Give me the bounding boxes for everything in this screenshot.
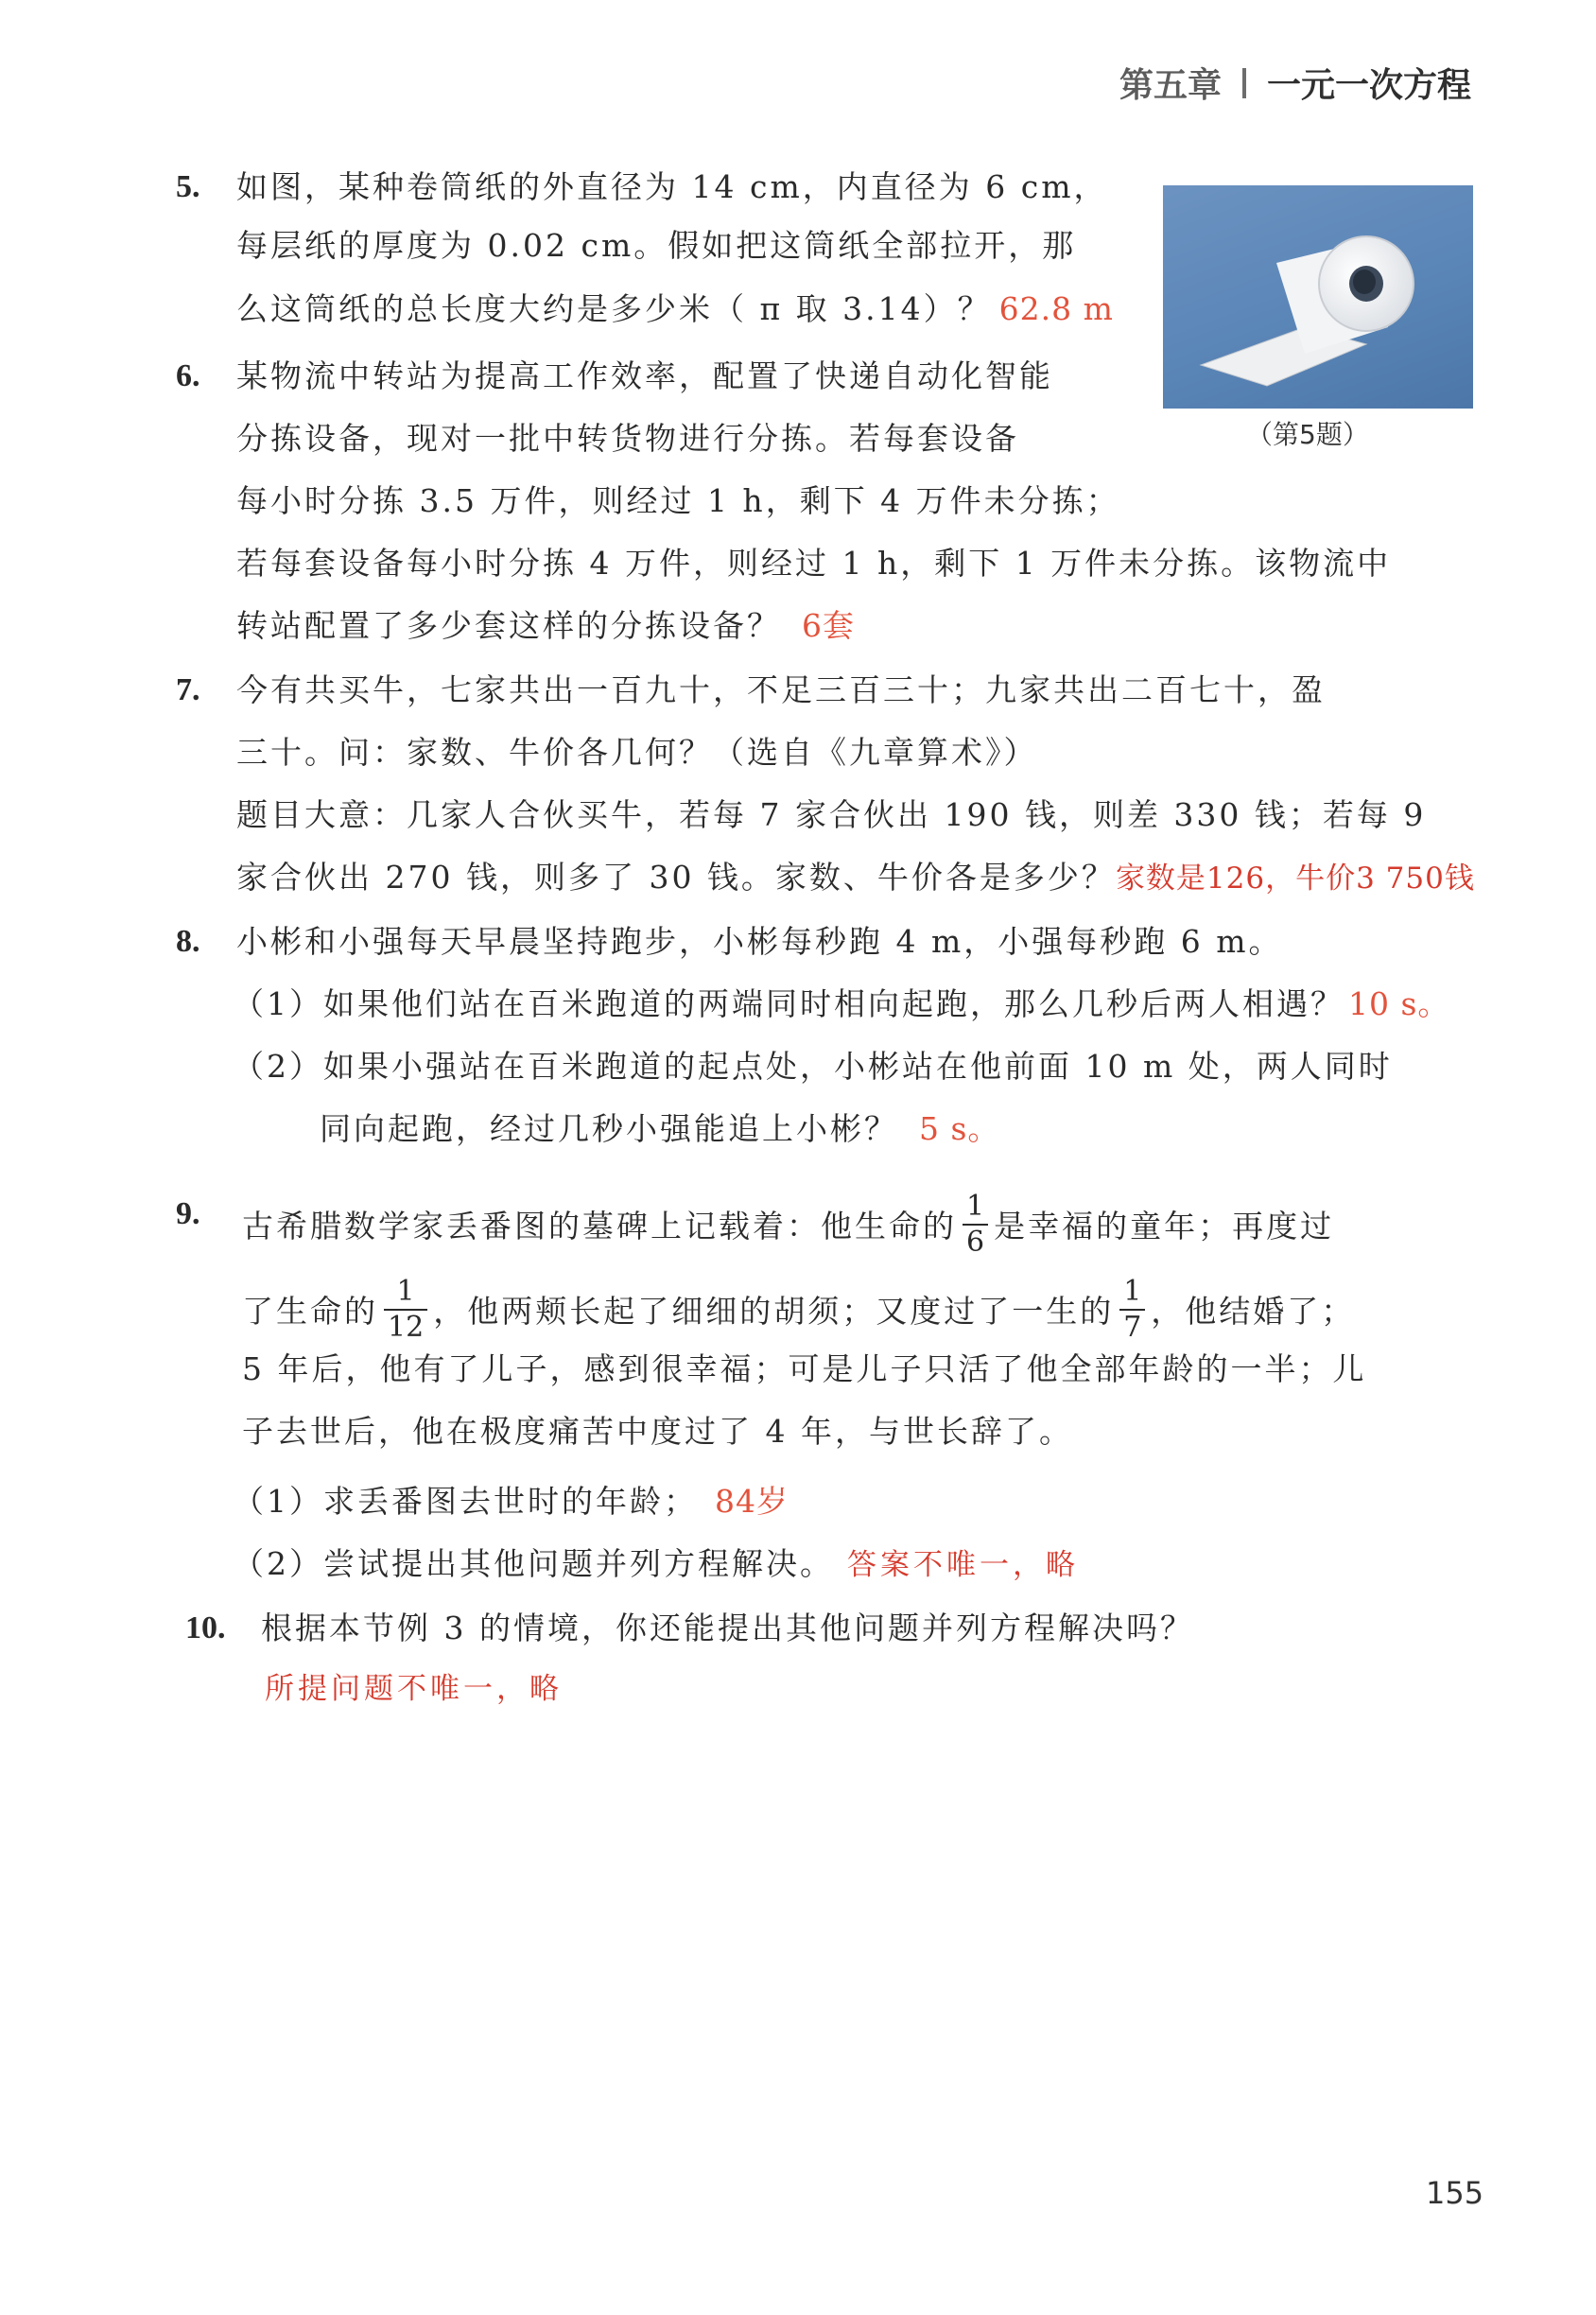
problem-9-sub-2-answer: 答案不唯一，略 xyxy=(847,1548,1079,1582)
fraction-3-numerator: 1 xyxy=(1123,1275,1142,1308)
problem-9-line-1-a: 古希腊数学家丢番图的墓碑上记载着：他生命的 xyxy=(242,1208,957,1245)
problem-9-line-4: 子去世后，他在极度痛苦中度过了 4 年，与世长辞了。 xyxy=(242,1413,1073,1450)
chapter-title: 一元一次方程 xyxy=(1266,66,1471,105)
header-divider xyxy=(1242,68,1246,98)
problem-9-line-2-b: ，他两颊长起了细细的胡须；又度过了一生的 xyxy=(433,1293,1115,1330)
problem-9-line-1 xyxy=(242,1190,1335,1263)
problem-7-number: 7. xyxy=(176,672,200,707)
problem-6-number: 6. xyxy=(176,358,200,393)
fraction-1-numerator: 1 xyxy=(966,1190,985,1223)
problem-9-sub-1 xyxy=(233,1481,789,1523)
page-number: 155 xyxy=(1426,2175,1484,2211)
figure-caption: （第5题） xyxy=(1246,419,1369,450)
problem-9-number: 9. xyxy=(176,1196,200,1231)
problem-9-line-3: 5 年后，他有了儿子，感到很幸福；可是儿子只活了他全部年龄的一半；儿 xyxy=(242,1350,1367,1387)
problem-9-sub-1-text: （1）求丢番图去世时的年龄； xyxy=(233,1483,698,1520)
problem-8-intro: 小彬和小强每天早晨坚持跑步，小彬每秒跑 4 m，小强每秒跑 6 m。 xyxy=(236,923,1283,960)
paper-roll-illustration xyxy=(1163,185,1473,409)
problem-5-line-2: 每层纸的厚度为 0.02 cm。假如把这筒纸全部拉开，那 xyxy=(236,227,1077,264)
problem-5-line-1: 如图，某种卷筒纸的外直径为 14 cm，内直径为 6 cm， xyxy=(236,168,1108,205)
problem-8-sub-1-answer: 10 s。 xyxy=(1348,985,1450,1022)
chapter-header xyxy=(1119,59,1471,107)
problem-7-line-3: 题目大意：几家人合伙买牛，若每 7 家合伙出 190 钱，则差 330 钱；若每 9 xyxy=(236,796,1427,833)
problem-5-number: 5. xyxy=(176,169,200,204)
problem-9-line-1-b: 是幸福的童年；再度过 xyxy=(994,1208,1335,1245)
problem-6-line-5-text: 转站配置了多少套这样的分拣设备？ xyxy=(236,607,781,644)
problem-7-answer: 家数是126，牛价3 750钱 xyxy=(1115,862,1475,896)
problem-7-line-4 xyxy=(236,857,1475,899)
problem-10-number: 10. xyxy=(185,1610,226,1645)
problem-8-sub-2-line-2-text: 同向起跑，经过几秒小强能追上小彬？ xyxy=(320,1110,898,1147)
problem-10-line: 根据本节例 3 的情境，你还能提出其他问题并列方程解决吗？ xyxy=(261,1610,1194,1646)
problem-8-sub-2-line-1: （2）如果小强站在百米跑道的起点处，小彬站在他前面 10 m 处，两人同时 xyxy=(233,1048,1393,1085)
problem-7-line-4-text: 家合伙出 270 钱，则多了 30 钱。家数、牛价各是多少？ xyxy=(236,859,1116,896)
problem-9-sub-2-text: （2）尝试提出其他问题并列方程解决。 xyxy=(233,1545,834,1582)
chapter-label: 第五章 xyxy=(1119,66,1222,105)
problem-7-line-1: 今有共买牛，七家共出一百九十，不足三百三十；九家共出二百七十，盈 xyxy=(236,671,1326,708)
problem-6-line-2: 分拣设备，现对一批中转货物进行分拣。若每套设备 xyxy=(236,420,1019,457)
problem-8-sub-2-line-2 xyxy=(320,1108,999,1150)
problem-10-answer: 所提问题不唯一，略 xyxy=(265,1672,563,1706)
problem-9-line-2 xyxy=(242,1275,1356,1349)
problem-9-sub-1-answer: 84岁 xyxy=(715,1483,789,1520)
problem-9-line-2-c: ，他结婚了； xyxy=(1151,1293,1356,1330)
fraction-1-denominator: 6 xyxy=(963,1224,988,1260)
problem-5-line-3 xyxy=(236,288,1114,330)
fraction-one-twelfth xyxy=(384,1275,427,1345)
problem-9-line-2-a: 了生命的 xyxy=(242,1293,378,1330)
problem-7-line-2: 三十。问：家数、牛价各几何？（选自《九章算术》） xyxy=(236,734,1038,771)
fraction-3-denominator: 7 xyxy=(1119,1309,1145,1345)
problem-6-line-5 xyxy=(236,605,855,647)
fraction-2-denominator: 12 xyxy=(384,1309,427,1345)
problem-6-line-4: 若每套设备每小时分拣 4 万件，则经过 1 h，剩下 1 万件未分拣。该物流中 xyxy=(236,545,1392,582)
fraction-2-numerator: 1 xyxy=(396,1275,415,1308)
problem-6-line-1: 某物流中转站为提高工作效率，配置了快递自动化智能 xyxy=(236,357,1053,394)
problem-8-sub-1 xyxy=(233,983,1449,1025)
fraction-one-sixth xyxy=(963,1190,988,1260)
problem-6-line-3: 每小时分拣 3.5 万件，则经过 1 h，剩下 4 万件未分拣； xyxy=(236,482,1120,519)
problem-9-sub-2 xyxy=(233,1543,1079,1586)
problem-8-number: 8. xyxy=(176,924,200,959)
problem-8-sub-1-text: （1）如果他们站在百米跑道的两端同时相向起跑，那么几秒后两人相遇？ xyxy=(233,985,1344,1022)
problem-5-answer: 62.8 m xyxy=(998,290,1114,327)
problem-8-sub-2-answer: 5 s。 xyxy=(919,1110,1000,1147)
fraction-one-seventh xyxy=(1119,1275,1145,1345)
problem-6-answer: 6套 xyxy=(802,607,855,644)
toilet-paper-roll-photo xyxy=(1163,185,1473,409)
problem-5-line-3-text: 么这筒纸的总长度大约是多少米（ π 取 3.14）？ xyxy=(236,290,992,327)
